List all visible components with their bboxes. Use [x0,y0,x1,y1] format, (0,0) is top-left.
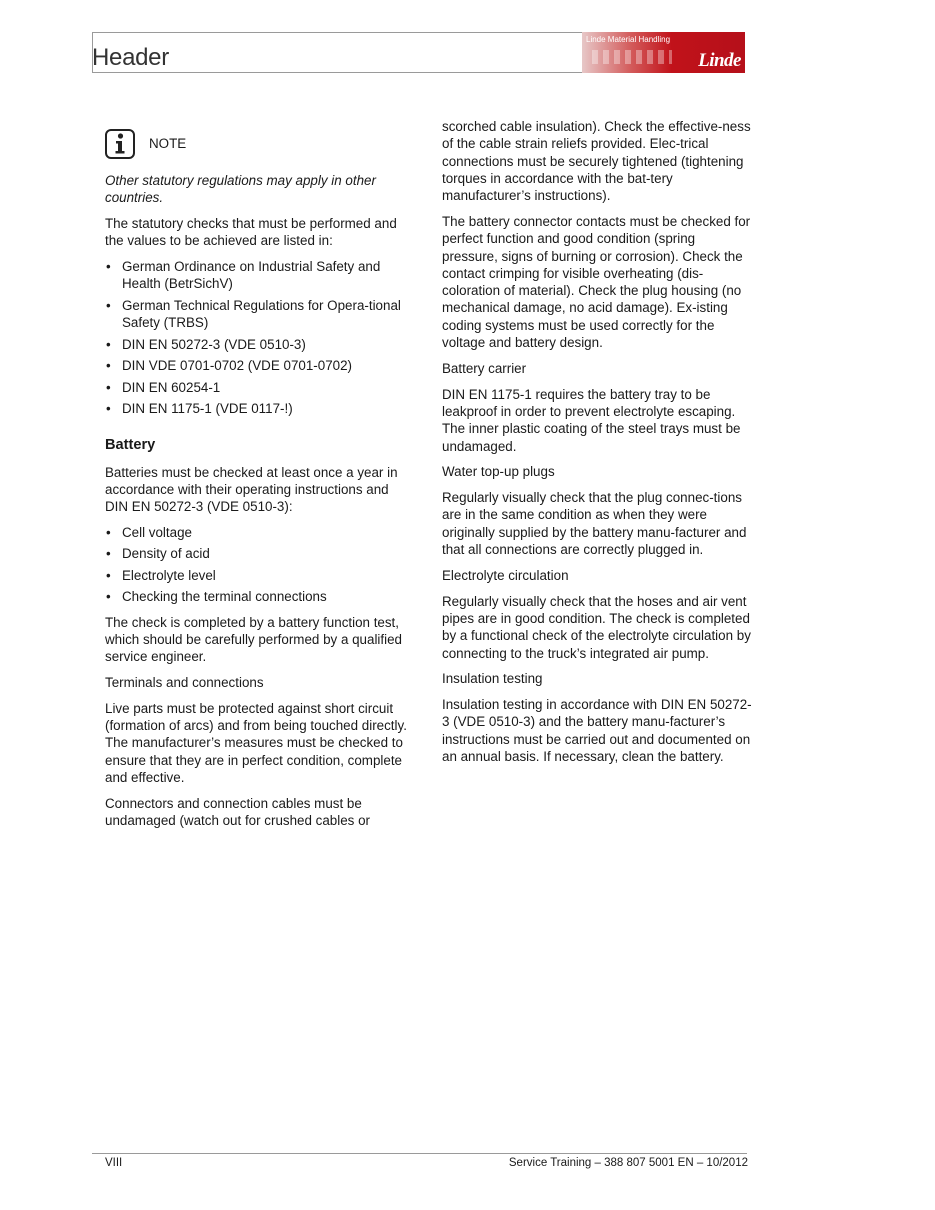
list-item: • DIN EN 60254-1 [105,379,415,396]
footer-divider [92,1153,747,1154]
plugs-heading: Water top-up plugs [442,464,555,480]
circulation-heading: Electrolyte circulation [442,567,569,583]
list-item: • German Ordinance on Industrial Safety and Health (BetrSichV) [105,258,415,293]
brand-subtitle: Linde Material Handling [586,35,671,44]
carrier-heading: Battery carrier [442,360,527,376]
note-label: NOTE [149,136,187,152]
insulation-text: Insulation testing in accordance with DIN EN 50272-3 (VDE 0510-3) and the battery manu-facturer’s instructions must be carried out and documented on an annual basis. If necessary, clean the battery. [442,697,752,764]
note-callout [105,126,415,162]
battery-intro: Batteries must be checked at least once a year in accordance with their operating instructions and DIN EN 50272-3 (VDE 0510-3): [105,464,398,515]
list-item: • DIN EN 50272-3 (VDE 0510-3) [105,336,415,353]
carrier-text: DIN EN 1175-1 requires the battery tray to be leakproof in order to prevent electrolyte escaping. The inner plastic coating of the steel trays must be undamaged. [442,386,741,454]
battery-heading: Battery [105,436,156,453]
list-item: • Cell voltage [105,524,415,541]
info-icon [105,129,135,159]
page-header-title: Header [92,44,169,71]
linde-logo: Linde [698,50,741,71]
function-test-text: The check is completed by a battery function test, which should be carefully performed by a qualified service engineer. [105,614,402,665]
left-column [105,118,415,838]
linde-brand-banner [582,32,745,73]
list-item: • German Technical Regulations for Opera-tional Safety (TRBS) [105,297,415,332]
battery-checks-list [105,524,415,606]
list-item: • Checking the terminal connections [105,588,415,605]
list-item: • DIN VDE 0701-0702 (VDE 0701-0702) [105,357,415,374]
terminals-text: Live parts must be protected against short circuit (formation of arcs) and from being touched directly. The manufacturer’s measures must be checked to ensure that they are in perfect condition, complete and effective. [105,700,407,786]
regulations-intro: The statutory checks that must be performed and the values to be achieved are listed in: [105,216,397,249]
plugs-text: Regularly visually check that the plug connec-tions are in the same condition as when they were originally supplied by the battery manu-facturer and that all connections are correctly plugged in. [442,490,747,558]
connectors-text: Connectors and connection cables must be undamaged (watch out for crushed cables or [105,795,370,829]
contacts-text: The battery connector contacts must be checked for perfect function and good condition (spring pressure, signs of burning or corrosion). Check the contact crimping for visible overheating (dis-coloration of material). Check the plug housing (no mechanical damage, no acid damage). Ex-isting coding systems must be used correctly for the voltage and battery design. [442,213,751,351]
document-reference: Service Training – 388 807 5001 EN – 10/2012 [508,1157,748,1169]
list-item: • Density of acid [105,545,415,562]
note-text: Other statutory regulations may apply in other countries. [105,173,376,206]
terminals-heading: Terminals and connections [105,675,264,691]
regulations-list [105,258,415,417]
list-item: • Electrolyte level [105,567,415,584]
right-column [442,118,754,774]
circulation-text: Regularly visually check that the hoses and air vent pipes are in good condition. The check is completed by a functional check of the electrolyte circulation by connecting to the truck’s integrated air pump. [442,593,751,661]
continued-text: scorched cable insulation). Check the effective-ness of the cable strain reliefs provided. Elec-trical connections must be securely tightened (tightening torques in accordance with the bat-tery manufacturer’s instructions). [442,119,751,204]
list-item: • DIN EN 1175-1 (VDE 0117-!) [105,400,415,417]
insulation-heading: Insulation testing [442,671,543,687]
page-number: VIII [105,1157,123,1169]
brand-decoration [592,50,672,64]
